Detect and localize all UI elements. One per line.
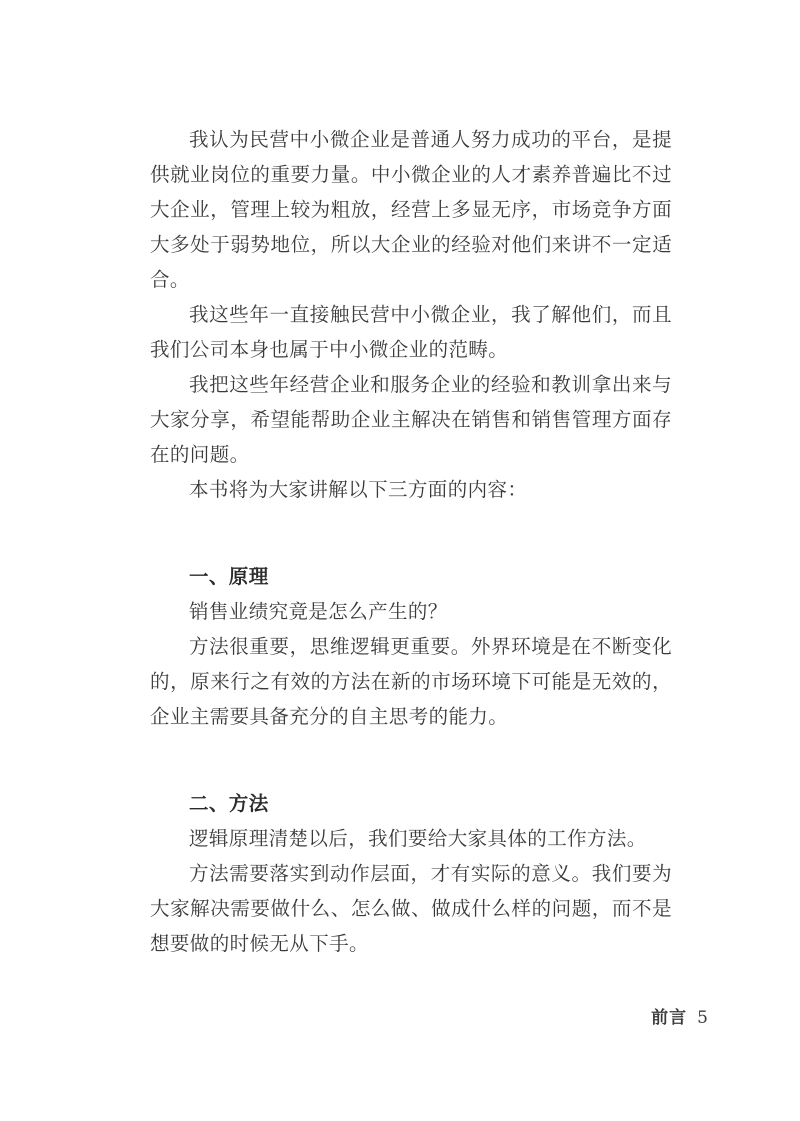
page-body bbox=[150, 122, 672, 961]
section-heading-method: 二、方法 bbox=[189, 792, 269, 815]
section-paragraph: 方法需要落实到动作层面，才有实际的意义。我们要为大家解决需要做什么、怎么做、做成什么样的问题，而不是想要做的时候无从下手。 bbox=[150, 862, 672, 955]
page-number: 5 bbox=[697, 1008, 708, 1028]
section-paragraph: 方法很重要，思维逻辑更重要。外界环境是在不断变化的，原来行之有效的方法在新的市场环境下可能是无效的，企业主需要具备充分的自主思考的能力。 bbox=[150, 635, 672, 728]
section-paragraph: 销售业绩究竟是怎么产生的？ bbox=[189, 600, 448, 623]
spacer bbox=[150, 507, 672, 559]
intro-paragraph: 我这些年一直接触民营中小微企业，我了解他们，而且我们公司本身也属于中小微企业的范畴。 bbox=[150, 303, 672, 361]
spacer bbox=[150, 734, 672, 786]
running-footer-title: 前言 bbox=[651, 1008, 688, 1028]
page-footer bbox=[651, 1008, 708, 1028]
intro-paragraph: 我认为民营中小微企业是普通人努力成功的平台，是提供就业岗位的重要力量。中小微企业的人才素养普遍比不过大企业，管理上较为粗放，经营上多显无序，市场竞争方面大多处于弱势地位，所以大企业的经验对他们来讲不一定适合。 bbox=[150, 128, 672, 291]
intro-paragraph: 我把这些年经营企业和服务企业的经验和教训拿出来与大家分享，希望能帮助企业主解决在销售和销售管理方面存在的问题。 bbox=[150, 373, 672, 466]
section-paragraph: 逻辑原理清楚以后，我们要给大家具体的工作方法。 bbox=[189, 827, 647, 850]
intro-paragraph: 本书将为大家讲解以下三方面的内容： bbox=[189, 478, 528, 501]
section-heading-principle: 一、原理 bbox=[189, 565, 269, 588]
